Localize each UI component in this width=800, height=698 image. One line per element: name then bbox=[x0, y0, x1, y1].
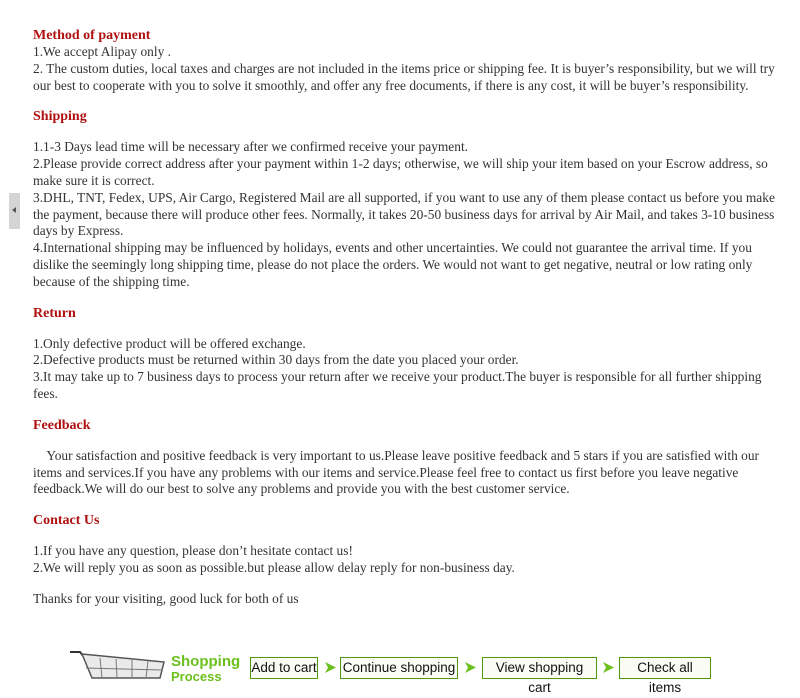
section-heading-contact: Contact Us bbox=[33, 513, 100, 529]
payment-paragraph: 1.We accept Alipay only . bbox=[33, 44, 171, 59]
shopping-process-bar bbox=[70, 640, 730, 695]
shipping-paragraph: 4.International shipping may be influenced by holidays, events and other uncertainties. We could not guarantee the arrival time. If you dislike the seemingly long shipping time, please do not place the orders. We would not want to get negative, neutral or low rating only because of the shipping time. bbox=[33, 240, 753, 289]
section-heading-payment: Method of payment bbox=[33, 28, 151, 43]
contact-paragraph: 2.We will reply you as soon as possible.but please allow delay reply for non-business day. bbox=[33, 559, 515, 575]
check-all-items-step[interactable]: Check all items bbox=[619, 657, 711, 679]
contact-paragraph: 1.If you have any question, please don’t hesitate contact us! bbox=[33, 543, 353, 559]
shopping-process-subtitle: Process bbox=[171, 669, 222, 684]
side-collapse-tab[interactable] bbox=[9, 193, 20, 229]
view-shopping-cart-step[interactable]: View shopping cart bbox=[482, 657, 597, 679]
payment-paragraph: 2. The custom duties, local taxes and charges are not included in the items price or shipping fee. It is buyer’s responsibility, but we will try our best to cooperate with you to solve it smoothly, and offer any free documents, if there is any cost, it will be buyer’s responsibility. bbox=[33, 60, 775, 93]
return-paragraph: 1.Only defective product will be offered exchange. bbox=[33, 335, 306, 351]
shipping-paragraph: 3.DHL, TNT, Fedex, UPS, Air Cargo, Registered Mail are all supported, if you want to use any of them please contact us before you make the payment, because there will produce other fees. Normally, it takes 20-50 business days for arrival by Air Mail, and takes 3-10 business days by Express. bbox=[33, 189, 775, 239]
return-paragraph: 3.It may take up to 7 business days to process your return after we receive your product.The buyer is responsible for all further shipping fees. bbox=[33, 369, 762, 401]
arrow-right-icon bbox=[601, 660, 616, 675]
closing-text: Thanks for your visiting, good luck for both of us bbox=[33, 590, 299, 606]
policy-content bbox=[33, 27, 778, 608]
add-to-cart-step[interactable]: Add to cart bbox=[250, 657, 318, 679]
section-heading-return: Return bbox=[33, 305, 76, 321]
arrow-right-icon bbox=[323, 660, 338, 675]
shipping-paragraph: 1.1-3 Days lead time will be necessary after we confirmed receive your payment. bbox=[33, 139, 469, 155]
shopping-process-title: Shopping bbox=[171, 653, 241, 670]
section-heading-feedback: Feedback bbox=[33, 417, 91, 433]
return-paragraph: 2.Defective products must be returned within 30 days from the date you placed your order. bbox=[33, 352, 519, 368]
shipping-paragraph: 2.Please provide correct address after your payment within 1-2 days; otherwise, we will ship your item based on your Escrow address, so make sure it is correct. bbox=[33, 156, 768, 188]
feedback-paragraph: Your satisfaction and positive feedback is very important to us.Please leave positive feedback and 5 stars if you are satisfied with our items and services.If you have any problems with our items and service.Please feel free to contact us first before you leave negative feedback.We will do our best to solve any problems and provide you with the best customer service. bbox=[33, 447, 763, 497]
shopping-cart-icon bbox=[70, 648, 170, 682]
section-heading-shipping: Shipping bbox=[33, 109, 87, 125]
continue-shopping-step[interactable]: Continue shopping bbox=[340, 657, 458, 679]
arrow-right-icon bbox=[463, 660, 478, 675]
